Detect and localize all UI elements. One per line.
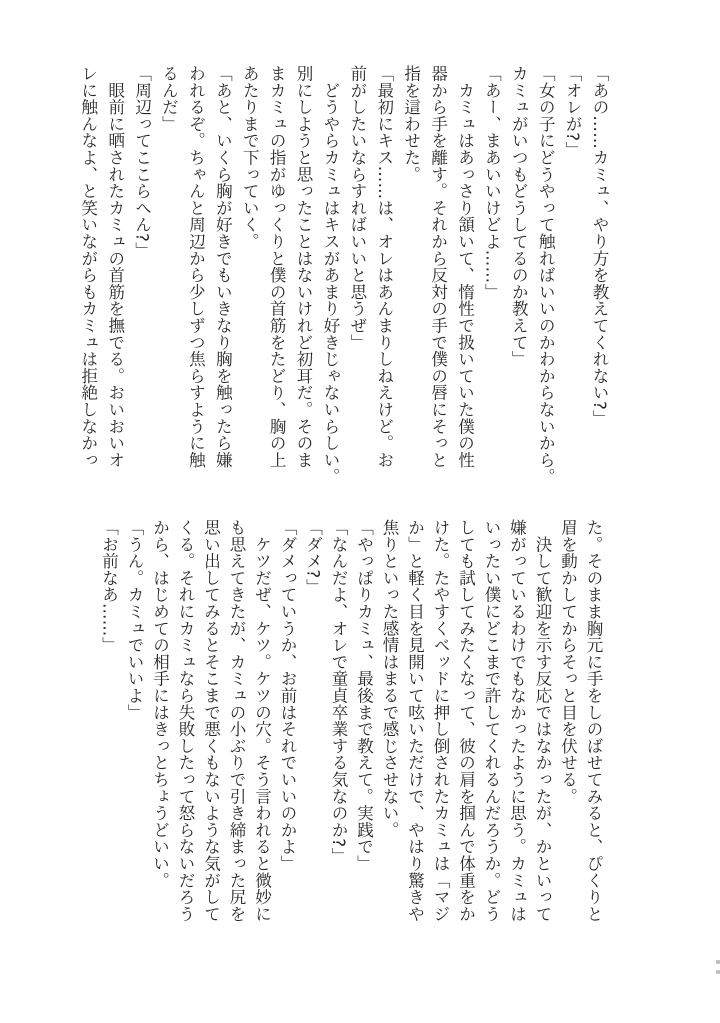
text-line: 「ダメっていうか、お前はそれでいいのかよ」 xyxy=(278,519,297,872)
text-line: われるぞ。ちゃんと周辺から少しずつ焦らすように触 xyxy=(186,65,206,469)
text-line: カミュがいつもどうしてるのか教えて」 xyxy=(509,65,529,368)
text-line: 「お前なあ……」 xyxy=(99,519,119,654)
text-line: ケツだぜ、ケツ。ケツの穴。そう言われると微妙に xyxy=(252,519,272,923)
text-line: まカミュの指がゆっくりと僕の首筋をたどり、胸の上 xyxy=(267,65,287,469)
text-line: 別にしようと思ったことはないけれど初耳だ。そのま xyxy=(294,65,314,469)
text-line: どうやらカミュはキスがあまり好きじゃないらしい。 xyxy=(320,65,340,485)
text-line: 「なんだよ、オレで童貞卒業する気なのか?」 xyxy=(329,519,348,865)
text-line: 眼前に晒されたカミュの首筋を撫でる。おいおいオ xyxy=(105,65,125,469)
text-line: 「オレが?」 xyxy=(563,65,583,159)
text-line: 決して歓迎を示す反応ではなかったが、かといって xyxy=(533,519,552,923)
text-line: た。そのまま胸元に手をしのばせてみると、ぴくりと xyxy=(584,519,603,923)
bottom-page-text-block xyxy=(94,519,606,939)
text-line: くる。それにカミュなら失敗したって怒らないだろう xyxy=(176,519,195,923)
text-line: 指を這わせた。 xyxy=(401,65,421,183)
cropped-page-number-mark xyxy=(713,957,720,981)
text-line: 前がしたいならすればいいと思うぜ」 xyxy=(347,65,367,351)
text-line: も思えてきたが、カミュの小ぶりで引き締まった尻を xyxy=(227,519,246,923)
text-line: るんだ」 xyxy=(159,65,179,133)
text-line: から、はじめての相手にはきっとちょうどいい。 xyxy=(150,519,170,889)
text-line: 「うん。カミュでいいよ」 xyxy=(125,519,144,721)
text-line: 「周辺ってここらへん?」 xyxy=(132,65,152,259)
text-line: 「最初にキス……は、オレはあんまりしねえけど。お xyxy=(374,65,394,469)
text-line: か」と軽く目を見開いて呟いただけで、やはり驚きや xyxy=(405,519,425,923)
text-line: けた。たやすくベッドに押し倒されたカミュは「マジ xyxy=(431,519,450,923)
text-line: いったい僕にどこまで許してくれるんだろうか。どう xyxy=(482,519,501,923)
text-line: しても試してみたくなって、彼の肩を掴んで体重をか xyxy=(456,519,476,923)
text-line: カミュはあっさり頷いて、惰性で扱いていた僕の性 xyxy=(455,65,475,469)
text-line: 器から手を離す。それから反対の手で僕の唇にそっと xyxy=(428,65,448,469)
text-line: 「あと、いくら胸が好きでもいきなり胸を触ったら嫌 xyxy=(213,65,233,469)
text-line: 「女の子にどうやって触ればいいのかわからないから。 xyxy=(536,65,556,485)
text-line: 嫌がっているわけでもなかったように思う。カミュは xyxy=(507,519,527,923)
text-line: 眉を動かしてからそっと目を伏せる。 xyxy=(558,519,578,805)
text-line: 「あの……カミュ、やり方を教えてくれない?」 xyxy=(590,65,609,427)
text-line: 思い出してみるとそこまで悪くもないような気がして xyxy=(201,519,221,923)
text-line: レに触んなよ、と笑いながらもカミュは拒絶しなかっ xyxy=(78,65,98,469)
text-line: 焦りといった感情はまるで感じさせない。 xyxy=(380,519,399,839)
text-line: 「ダメ?」 xyxy=(303,519,323,596)
text-line: 「あー、まあいいけどよ……」 xyxy=(482,65,502,301)
top-page-text-block xyxy=(74,65,612,493)
text-line: 「やっぱりカミュ、最後まで教えて。実践で」 xyxy=(354,519,374,872)
text-line: あたりまで下っていく。 xyxy=(240,65,260,250)
